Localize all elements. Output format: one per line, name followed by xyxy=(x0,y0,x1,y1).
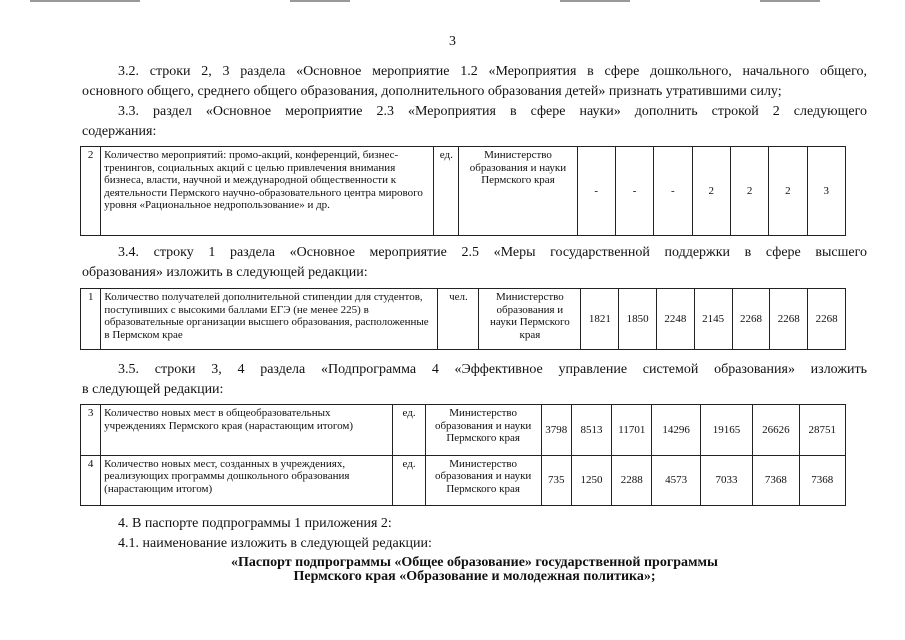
value-cell: 3798 xyxy=(541,405,571,456)
value-cell: 14296 xyxy=(652,405,700,456)
ministry-cell: Министерство образования и науки Пермского края xyxy=(459,147,577,236)
value-cell: 2248 xyxy=(657,289,695,350)
unit-cell: чел. xyxy=(438,289,479,350)
value-cell: 2 xyxy=(769,147,807,236)
value-cell: - xyxy=(615,147,653,236)
indicator-name: Количество мероприятий: промо-акций, конференций, бизнес-тренингов, социальных акций с целью привлечения внимания бизнеса, власти, научной и международной общественности к деятельности Пермского научно-образовательного центра мирового уровня «Рациональное недропользование» и др. xyxy=(101,147,434,236)
passport-title xyxy=(82,556,867,584)
paragraph-3-4-line2: образования» изложить в следующей редакции: xyxy=(82,265,368,280)
unit-cell: ед. xyxy=(393,405,425,456)
value-cell: 735 xyxy=(541,455,571,506)
scan-top-marks xyxy=(0,0,905,4)
value-cell: 2268 xyxy=(732,289,770,350)
value-cell: - xyxy=(654,147,692,236)
value-cell: 2 xyxy=(730,147,768,236)
value-cell: 8513 xyxy=(571,405,611,456)
value-cell: 2268 xyxy=(770,289,808,350)
passport-title-line2: Пермского края «Образование и молодежная политика»; xyxy=(293,569,656,584)
row-number: 2 xyxy=(81,147,101,236)
passport-title-line1: «Паспорт подпрограммы «Общее образование» государственной программы xyxy=(230,555,718,570)
paragraph-4: 4. В паспорте подпрограммы 1 приложения 2: xyxy=(118,516,392,531)
unit-cell: ед. xyxy=(434,147,459,236)
value-cell: 11701 xyxy=(612,405,652,456)
paragraph-3-2-line2: основного общего, среднего общего образования, дополнительного образования детей» признать утратившими силу; xyxy=(82,84,782,99)
row-number: 4 xyxy=(81,455,101,506)
value-cell: - xyxy=(577,147,615,236)
value-cell: 2288 xyxy=(612,455,652,506)
paragraph-3-3-line1: 3.3. раздел «Основное мероприятие 2.3 «Мероприятия в сфере науки» дополнить строкой 2 следующего xyxy=(118,104,867,119)
value-cell: 3 xyxy=(807,147,845,236)
page-number: 3 xyxy=(449,34,456,49)
table-education-management xyxy=(80,404,846,506)
value-cell: 2 xyxy=(692,147,730,236)
value-cell: 1250 xyxy=(571,455,611,506)
paragraph-3-5-line2: в следующей редакции: xyxy=(82,382,224,397)
indicator-name: Количество получателей дополнительной стипендии для студентов, поступивших с высокими баллами ЕГЭ (не менее 225) в образовательные организации высшего образования, расположенные в Пермском крае xyxy=(101,289,438,350)
value-cell: 7033 xyxy=(700,455,752,506)
value-cell: 4573 xyxy=(652,455,700,506)
value-cell: 2268 xyxy=(808,289,846,350)
table-science-events xyxy=(80,146,846,236)
paragraph-3-5-line1: 3.5. строки 3, 4 раздела «Подпрограмма 4 «Эффективное управление системой образования» изложить xyxy=(118,362,867,377)
table-row xyxy=(81,455,846,506)
value-cell: 7368 xyxy=(799,455,845,506)
ministry-cell: Министерство образования и науки Пермского края xyxy=(425,455,541,506)
table-row xyxy=(81,289,846,350)
paragraph-4-1: 4.1. наименование изложить в следующей редакции: xyxy=(118,536,432,551)
table-higher-education-support xyxy=(80,288,846,350)
unit-cell: ед. xyxy=(393,455,425,506)
value-cell: 19165 xyxy=(700,405,752,456)
ministry-cell: Министерство образования и науки Пермского края xyxy=(479,289,581,350)
value-cell: 7368 xyxy=(753,455,799,506)
indicator-name: Количество новых мест в общеобразовательных учреждениях Пермского края (нарастающим итогом) xyxy=(101,405,393,456)
table-row xyxy=(81,405,846,456)
table-row xyxy=(81,147,846,236)
paragraph-3-3-line2: содержания: xyxy=(82,124,157,139)
ministry-cell: Министерство образования и науки Пермского края xyxy=(425,405,541,456)
value-cell: 28751 xyxy=(799,405,845,456)
value-cell: 2145 xyxy=(694,289,732,350)
paragraph-3-4-line1: 3.4. строку 1 раздела «Основное мероприятие 2.5 «Меры государственной поддержки в сфере высшего xyxy=(118,245,867,260)
row-number: 1 xyxy=(81,289,101,350)
value-cell: 1821 xyxy=(581,289,619,350)
paragraph-3-2-line1: 3.2. строки 2, 3 раздела «Основное мероприятие 1.2 «Мероприятия в сфере дошкольного, начального общего, xyxy=(118,64,867,79)
row-number: 3 xyxy=(81,405,101,456)
value-cell: 1850 xyxy=(619,289,657,350)
indicator-name: Количество новых мест, созданных в учреждениях, реализующих программы дошкольного образования (нарастающим итогом) xyxy=(101,455,393,506)
value-cell: 26626 xyxy=(753,405,799,456)
